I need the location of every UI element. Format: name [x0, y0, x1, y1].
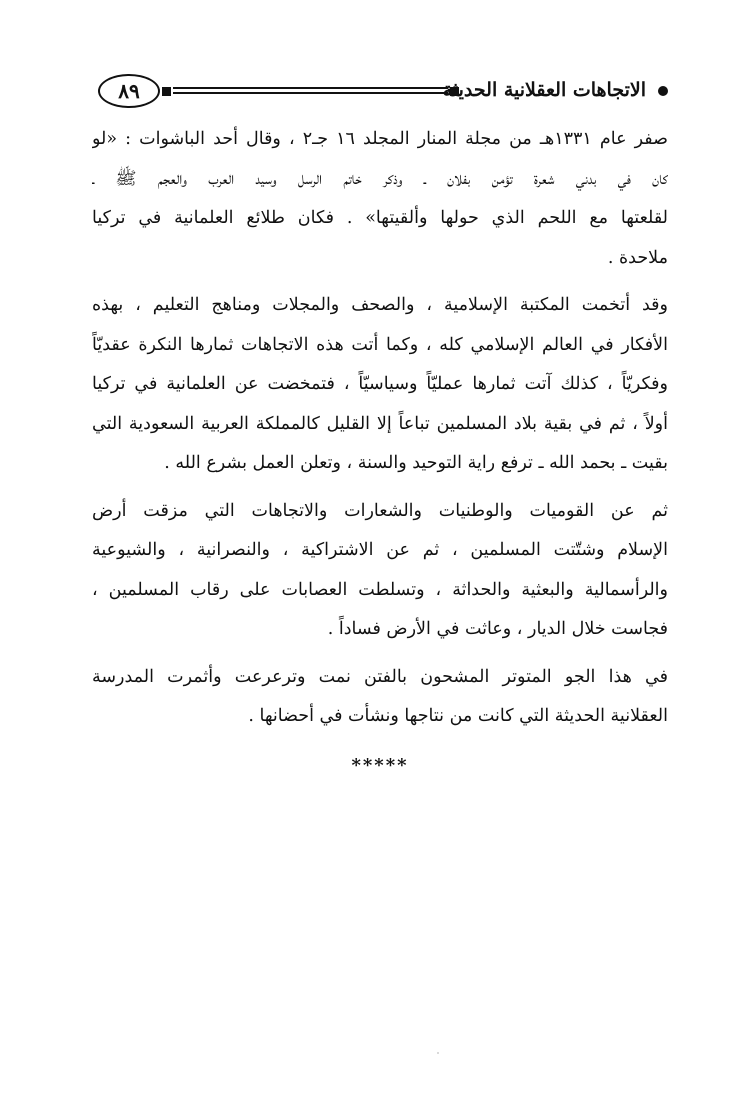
paragraph [92, 658, 668, 737]
text-line: كان في بدني شعرة تؤمن بفلان ـ وذكر خاتم الرسل وسيد العرب والعجم ﷺ ـ [92, 168, 668, 189]
text-line: صفر عام ١٣٣١هـ من مجلة المنار المجلد ١٦ جـ٢ ، وقال أحد الباشوات : «لو [92, 129, 668, 149]
page-number: ٨٩ [98, 74, 160, 108]
scan-speck [437, 1052, 439, 1054]
header-rule-end-block [162, 87, 171, 96]
text-line: وفكريّاً ، كذلك آتت ثمارها عمليّاً وسياسيّاً ، فتمخضت عن العلمانية في تركيا [92, 374, 668, 394]
text-line: الإسلام وشتّتت المسلمين ، ثم عن الاشتراكية ، والنصرانية ، والشيوعية [92, 540, 668, 560]
paragraph [92, 120, 668, 278]
text-line: والرأسمالية والبعثية والحداثة ، وتسلطت العصابات على رقاب المسلمين ، [92, 579, 668, 600]
text-line: أولاً ، ثم في بقية بلاد المسلمين تباعاً إلا القليل كالمملكة العربية السعودية التي [92, 413, 668, 434]
page-body [92, 120, 668, 781]
text-line: ثم عن القوميات والوطنيات والشعارات والاتجاهات التي مزقت أرض [92, 500, 668, 521]
header-double-rule [173, 87, 448, 94]
text-line: فجاست خلال الديار ، وعاثت في الأرض فساداً . [327, 619, 668, 639]
text-line: لقلعتها مع اللحم الذي حولها وألقيتها» . فكان طلائع العلمانية في تركيا [92, 208, 668, 228]
text-line: بقيت ـ بحمد الله ـ ترفع راية التوحيد والسنة ، وتعلن العمل بشرع الله . [164, 453, 668, 473]
section-separator: ***** [351, 754, 409, 776]
running-header [90, 66, 668, 116]
text-line: وقد أتخمت المكتبة الإسلامية ، والصحف والمجلات ومناهج التعليم ، بهذه [92, 295, 668, 315]
bullet-icon [658, 86, 668, 96]
text-line: الأفكار في العالم الإسلامي كله ، وكما أتت هذه الاتجاهات ثمارها النكرة عقديّاً [92, 334, 668, 355]
running-title: الاتجاهات العقلانية الحديثة [442, 79, 646, 101]
text-line: في هذا الجو المتوتر المشحون بالفتن نمت وترعرعت وأثمرت المدرسة [92, 666, 668, 687]
paragraph [92, 492, 668, 650]
text-line: العقلانية الحديثة التي كانت من نتاجها ونشأت في أحضانها . [248, 706, 668, 726]
paragraph [92, 286, 668, 484]
text-line: ملاحدة . [607, 247, 668, 268]
